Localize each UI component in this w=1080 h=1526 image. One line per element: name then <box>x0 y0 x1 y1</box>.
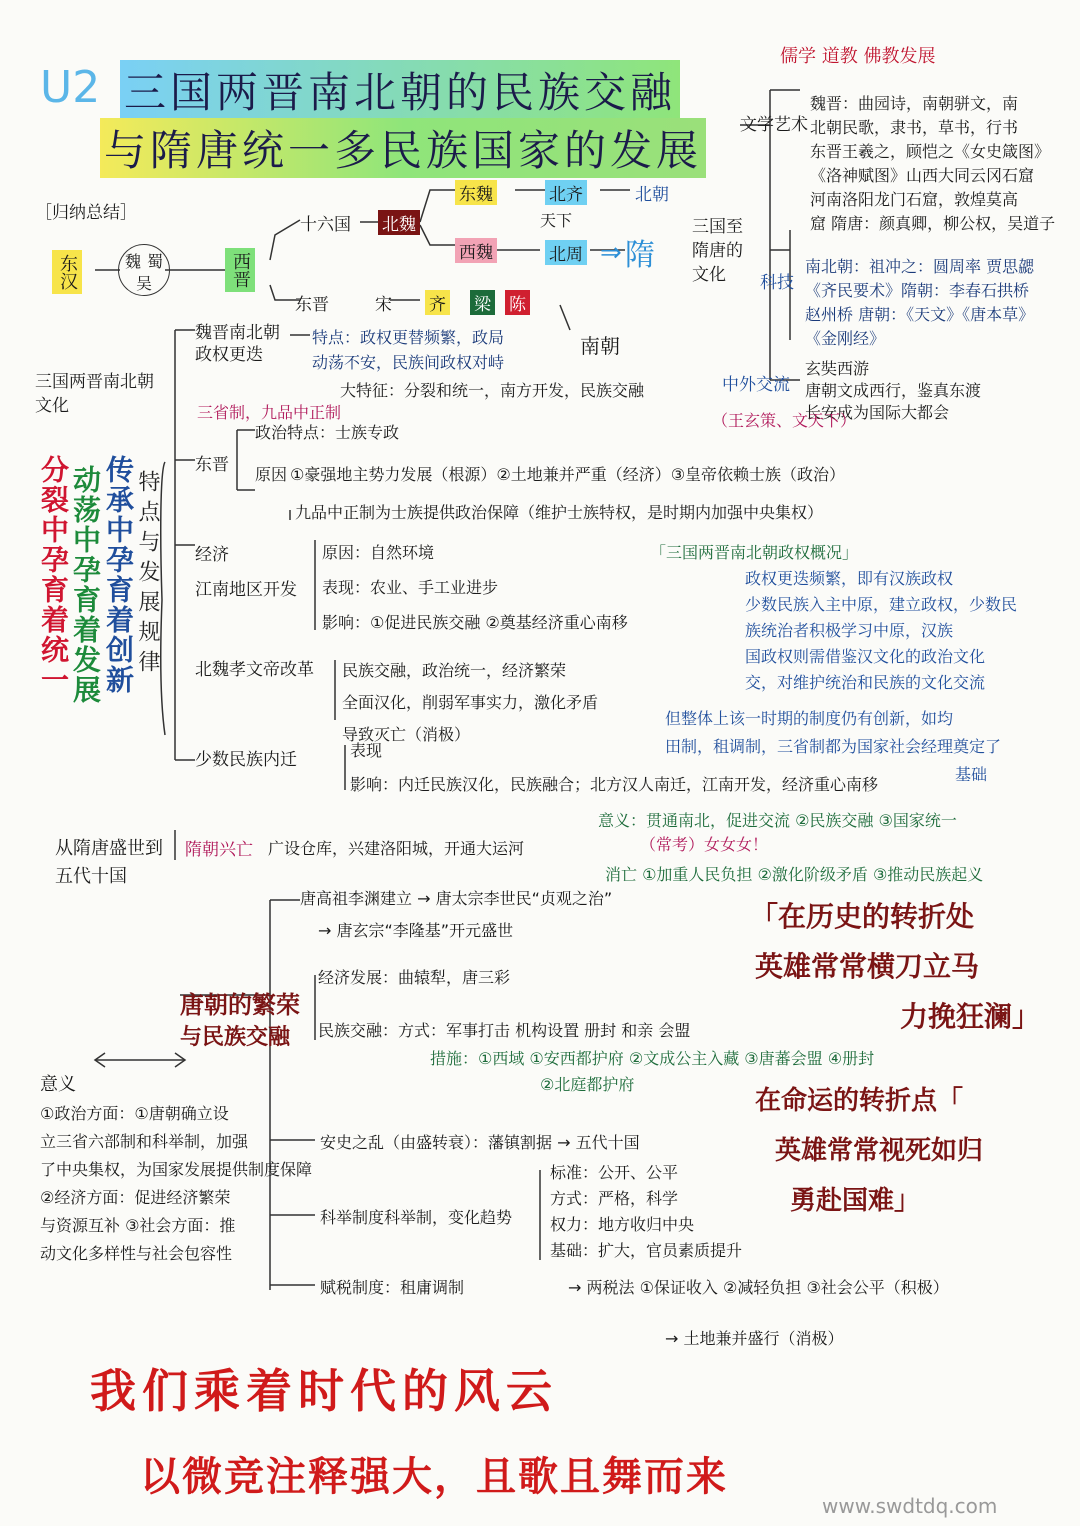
culture-science-item: 南北朝：祖冲之：圆周率 贾思勰 <box>805 257 1035 276</box>
suitang-liangshui: → 两税法 ①保证收入 ②减轻负担 ③社会公平（积极） <box>568 1278 949 1297</box>
node-dongwei: 东魏 <box>455 180 497 205</box>
node-shiliuguo: 十六国 <box>300 215 351 235</box>
sgnb-xiaowen-list <box>342 655 598 751</box>
culture-foreign-note: （王玄策、文天下） <box>712 411 857 430</box>
suitang-keju-base: 基础：扩大，官员素质提升 <box>550 1241 743 1260</box>
culture-science-label: 科技 <box>760 273 794 293</box>
suitang-yiyi-line: 立三省六部制和科举制，加强 <box>40 1132 249 1151</box>
slogan-5: 英雄常常视死如归 <box>775 1136 984 1166</box>
suitang-tang-cuoshi: 措施：①西域 ①安西都护府 ②文成公主入藏 ③唐蕃会盟 ④册封 <box>430 1049 875 1068</box>
node-xiwei: 西魏 <box>455 238 497 263</box>
sgnb-sansheng: 三省制，九品中正制 <box>197 403 342 422</box>
suitang-yiyi-list <box>40 1100 312 1268</box>
node-wu: 吴 <box>136 274 153 293</box>
suitang-sui-meaning: 意义：贯通南北，促进交流 ②民族交融 ③国家统一 <box>598 811 957 830</box>
culture-foreign-item: 玄奘西游 <box>805 359 870 378</box>
side-slogan-red: 分裂中孕育着统一 <box>37 455 70 695</box>
sgnb-dongjin-reason: ①豪强地主势力发展（根源）②土地兼并严重（经济）③皇帝依赖士族（政治） <box>290 465 846 484</box>
summary-box-line: 政权更迭频繁，即有汉族政权 <box>745 569 954 588</box>
summary-box-line: 族统治者积极学习中原，汉族 <box>745 621 954 640</box>
side-bracket-label: 特点与发展规律 <box>135 470 160 680</box>
suitang-yiyi-line: 与资源互补 ③社会方面：推 <box>40 1216 236 1235</box>
node-beiqi: 北齐 <box>545 180 587 205</box>
suitang-tang-cuoshi2: ②北庭都护府 <box>540 1075 635 1094</box>
slogan-3: 力挽狂澜」 <box>900 1000 1041 1033</box>
suitang-keju-way: 方式：严格，科学 <box>550 1189 679 1208</box>
culture-literature-item: 《洛神赋图》山西大同云冈石窟 <box>810 166 1035 185</box>
sgnb-dongjin-label: 东晋 <box>195 455 229 475</box>
sgnb-politics-feature2: 动荡不安，民族间政权对峙 <box>312 353 505 372</box>
summary-box-lines2 <box>665 705 1001 789</box>
suitang-sui-meaning-note: （常考）女女女！ <box>640 835 769 854</box>
node-tianxia: 天下 <box>540 211 573 230</box>
suitang-tang-xuanzong: → 唐玄宗“李隆基”开元盛世 <box>318 921 514 940</box>
sgnb-dongjin-reason-label: 原因 <box>255 465 288 484</box>
summary-box-lines <box>745 566 1017 696</box>
sgnb-big-feature: 大特征：分裂和统一，南方开发，民族交融 <box>340 381 645 400</box>
summary-box-title: 「三国两晋南北朝政权概况」 <box>650 543 859 562</box>
watermark: www.swdtdq.com <box>822 1494 998 1518</box>
node-song: 宋 <box>375 295 392 315</box>
suitang-yiyi-line: 了中央集权，为国家发展提供制度保障 <box>40 1160 313 1179</box>
node-sanguo-circle <box>118 244 170 296</box>
summary-box-line: 但整体上该一时期的制度仍有创新，如均 <box>665 709 954 728</box>
node-qi: 齐 <box>425 290 450 315</box>
suitang-sui-fall: 消亡 ①加重人民负担 ②激化阶级矛盾 ③推动民族起义 <box>605 865 984 884</box>
suitang-tang-label: 唐朝的繁荣 <box>180 991 300 1019</box>
unit-label: U2 <box>40 62 101 113</box>
suitang-yiyi-line: 动文化多样性与社会包容性 <box>40 1244 233 1263</box>
node-dongjin: 东晋 <box>295 295 329 315</box>
suitang-sui-label: 隋朝兴亡 <box>185 840 253 860</box>
suitang-anshi: 安史之乱（由盛转衰）：藩镇割据 → 五代十国 <box>320 1133 640 1152</box>
suitang-yiyi-line: ①政治方面：①唐朝确立设 <box>40 1104 229 1123</box>
sgnb-neiqian-show: 表现 <box>350 741 383 760</box>
culture-literature-item: 河南洛阳龙门石窟，敦煌莫高 <box>810 190 1019 209</box>
node-wei: 魏 <box>125 252 142 271</box>
page-title-line2: 与隋唐统一多民族国家的发展 <box>100 118 706 178</box>
summary-box-line: 交，对维护统治和民族的文化交流 <box>745 673 986 692</box>
sgnb-dongjin-politics: 政治特点：士族专政 <box>255 423 400 442</box>
summary-box-line: 基础 <box>955 765 988 784</box>
suitang-keju-std: 标准：公开、公平 <box>550 1163 679 1182</box>
sgnb-xiaowen-item: 全面汉化，削弱军事实力，激化矛盾 <box>342 693 599 712</box>
culture-science-item: 《金刚经》 <box>805 329 886 348</box>
side-slogan-blue: 传承中孕育着创新 <box>102 455 135 695</box>
sgnb-jiupin-note: 九品中正制为士族提供政治保障（维护士族特权，是时期内加强中央集权） <box>295 503 824 522</box>
side-slogan-green: 动荡中孕育着发展 <box>69 465 102 705</box>
sgnb-politics-label: 魏晋南北朝政权更迭 <box>195 323 280 365</box>
node-beichao: 北朝 <box>635 185 669 205</box>
suitang-tang-label2: 与民族交融 <box>180 1025 291 1050</box>
culture-religion: 儒学 道教 佛教发展 <box>780 46 936 67</box>
sgnb-jiangnan-show: 表现：农业、手工业进步 <box>322 578 499 597</box>
suitang-tang-founding: 唐高祖李渊建立 → 唐太宗李世民“贞观之治” <box>300 889 613 908</box>
culture-foreign-item: 长安成为国际大都会 <box>805 403 950 422</box>
suitang-tang-minzu: 民族交融：方式：军事打击 机构设置 册封 和亲 会盟 <box>318 1021 691 1040</box>
culture-root: 三国至隋唐的文化 <box>692 217 743 285</box>
culture-literature-label: 文学艺术 <box>740 115 808 135</box>
culture-literature-item: 东晋王羲之，顾恺之《女史箴图》 <box>810 142 1051 161</box>
sgnb-jiangnan-label: 江南地区开发 <box>195 580 297 600</box>
sgnb-neiqian-effect: 影响：内迁民族汉化，民族融合；北方汉人南迁，江南开发，经济重心南移 <box>350 775 879 794</box>
sgnb-jiangnan-effect: 影响：①促进民族交融 ②奠基经济重心南移 <box>322 613 628 632</box>
suitang-sui-items: 广设仓库，兴建洛阳城，开通大运河 <box>268 839 525 858</box>
summary-box-line: 少数民族入主中原，建立政权，少数民 <box>745 595 1018 614</box>
summary-box-line: 国政权则需借鉴汉文化的政治文化 <box>745 647 986 666</box>
summary-box-line: 田制，租调制，三省制都为国家社会经理奠定了 <box>665 737 1002 756</box>
sgnb-econ-label: 经济 <box>195 545 229 565</box>
node-liang: 梁 <box>470 290 495 315</box>
sgnb-xiaowen-label: 北魏孝文帝改革 <box>195 660 314 680</box>
culture-science-item: 赵州桥 唐朝：《天文》《唐本草》 <box>805 305 1035 324</box>
suitang-root: 从隋唐盛世到五代十国 <box>55 838 163 887</box>
bottom-slogan-2: 以微竞注释强大，且歌且舞而来 <box>140 1453 728 1500</box>
arrow-to-sui: ⇒ <box>600 238 622 268</box>
suitang-tang-econ: 经济发展：曲辕犁，唐三彩 <box>318 968 511 987</box>
culture-science-item: 《齐民要术》隋朝：李春石拱桥 <box>805 281 1030 300</box>
culture-foreign-item: 唐朝文成西行，鉴真东渡 <box>805 381 982 400</box>
culture-science-list <box>805 255 1034 351</box>
node-nanchao: 南朝 <box>580 334 620 358</box>
suitang-keju-list <box>550 1160 742 1264</box>
sgnb-root: 三国两晋南北朝文化 <box>35 372 154 416</box>
suitang-keju-power: 权力：地方收归中央 <box>550 1215 695 1234</box>
slogan-4: 在命运的转折点「 <box>755 1086 964 1116</box>
culture-foreign-label: 中外交流 <box>722 375 790 395</box>
bottom-slogan-1: 我们乘着时代的风云 <box>90 1364 558 1418</box>
suitang-shuizhi: 赋税制度：租庸调制 <box>320 1278 465 1297</box>
sgnb-xiaowen-item: 民族交融，政治统一，经济繁荣 <box>342 661 567 680</box>
culture-literature-item: 北朝民歌，隶书，草书，行书 <box>810 118 1019 137</box>
node-shu: 蜀 <box>147 252 164 271</box>
node-xijin: 西晋 <box>225 248 255 292</box>
sgnb-neiqian-label: 少数民族内迁 <box>195 750 297 770</box>
node-sui: 隋 <box>625 238 655 273</box>
sgnb-jiangnan-reason: 原因：自然环境 <box>322 543 435 562</box>
sgnb-politics-feature: 特点：政权更替频繁，政局 <box>312 328 505 347</box>
node-donghan: 东汉 <box>52 250 82 294</box>
slogan-1: 「在历史的转折处 <box>750 900 975 933</box>
node-beiwei: 北魏 <box>378 210 420 235</box>
suitang-keju: 科举制度科举制，变化趋势 <box>320 1208 513 1227</box>
culture-literature-list <box>810 92 1055 236</box>
suitang-yiyi-line: ②经济方面：促进经济繁荣 <box>40 1188 231 1207</box>
node-chen: 陈 <box>505 290 530 315</box>
sgnb-xiaowen-item: 导致灭亡（消极） <box>342 725 471 744</box>
slogan-6: 勇赴国难」 <box>790 1186 921 1216</box>
node-beizhou: 北周 <box>545 240 587 265</box>
summary-label: ［归纳总结］ <box>35 203 137 223</box>
culture-literature-item: 魏晋：曲园诗，南朝骈文，南 <box>810 94 1019 113</box>
slogan-2: 英雄常常横刀立马 <box>755 950 980 983</box>
suitang-tudi: → 土地兼并盛行（消极） <box>665 1329 844 1348</box>
suitang-yiyi-label: 意义 <box>40 1074 76 1095</box>
page-title-line1: 三国两晋南北朝的民族交融 <box>120 60 680 120</box>
culture-literature-item: 窟 隋唐：颜真卿，柳公权，吴道子 <box>810 214 1056 233</box>
